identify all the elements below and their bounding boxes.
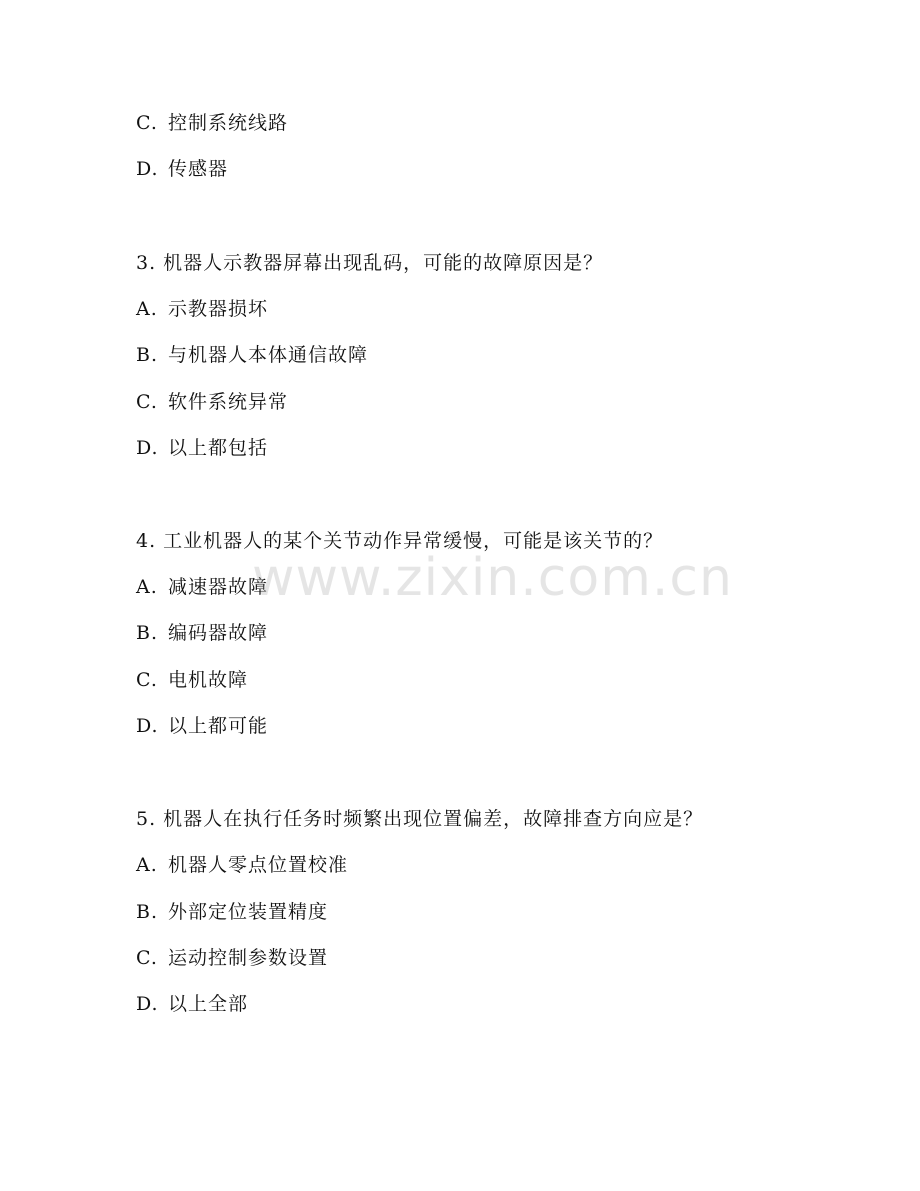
- option-text: 电机故障: [168, 669, 249, 691]
- q4-option-d: [136, 714, 268, 738]
- q2-option-c: [136, 111, 288, 135]
- q5-option-b: [136, 900, 328, 924]
- option-label: B.: [136, 622, 159, 644]
- option-text: 传感器: [168, 158, 229, 180]
- option-label: C.: [136, 669, 158, 691]
- option-label: C.: [136, 947, 158, 969]
- option-text: 编码器故障: [168, 622, 269, 644]
- option-label: A.: [136, 576, 158, 598]
- option-label: D.: [136, 158, 159, 180]
- option-text: 减速器故障: [168, 576, 269, 598]
- q3-option-d: [136, 436, 268, 460]
- option-text: 机器人零点位置校准: [168, 854, 349, 876]
- option-text: 以上都包括: [168, 437, 269, 459]
- option-label: D.: [136, 437, 159, 459]
- option-text: 软件系统异常: [168, 391, 289, 413]
- q4-option-a: [136, 575, 268, 599]
- q4-option-c: [136, 668, 248, 692]
- option-text: 与机器人本体通信故障: [168, 344, 369, 366]
- option-label: A.: [136, 854, 158, 876]
- option-label: D.: [136, 715, 159, 737]
- watermark: www.zixin.com.cn: [252, 548, 733, 608]
- q3-option-a: [136, 297, 268, 321]
- q5-option-d: [136, 992, 248, 1016]
- option-label: D.: [136, 993, 159, 1015]
- q3-option-b: [136, 343, 368, 367]
- q4-option-b: [136, 621, 268, 645]
- q3-option-c: [136, 390, 288, 414]
- q5-option-c: [136, 946, 328, 970]
- option-text: 控制系统线路: [168, 112, 289, 134]
- option-text: 示教器损坏: [168, 298, 269, 320]
- q4-question: 4. 工业机器人的某个关节动作异常缓慢，可能是该关节的？: [136, 530, 664, 552]
- option-label: A.: [136, 298, 158, 320]
- q5-option-a: [136, 853, 348, 877]
- option-label: B.: [136, 344, 159, 366]
- option-text: 以上全部: [168, 993, 249, 1015]
- q5-question: 5. 机器人在执行任务时频繁出现位置偏差，故障排查方向应是？: [136, 808, 704, 830]
- q3-question: 3. 机器人示教器屏幕出现乱码，可能的故障原因是？: [136, 252, 604, 274]
- option-text: 外部定位装置精度: [168, 901, 329, 923]
- q2-option-d: [136, 157, 228, 181]
- option-label: C.: [136, 391, 158, 413]
- option-label: B.: [136, 901, 159, 923]
- option-text: 运动控制参数设置: [168, 947, 329, 969]
- option-label: C.: [136, 112, 158, 134]
- option-text: 以上都可能: [168, 715, 269, 737]
